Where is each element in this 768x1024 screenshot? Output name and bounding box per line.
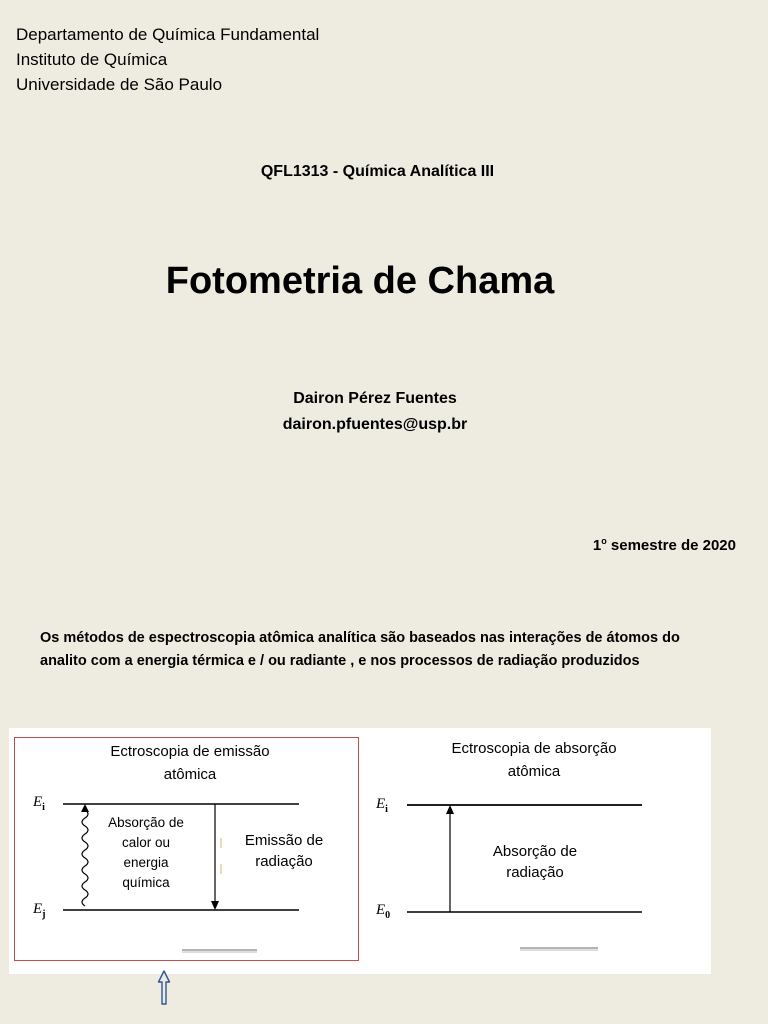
emission-upper-energy-label xyxy=(33,794,45,813)
excitation-label xyxy=(95,813,197,893)
absorption-upper-energy-label xyxy=(376,796,388,815)
emission-label-line: radiação xyxy=(255,853,313,870)
energy-symbol: E xyxy=(376,796,386,812)
intro-paragraph: Os métodos de espectroscopia atômica analítica são baseados nas interações de átomos do analito com a energia térmica e / ou radiante , e nos processos de radiação produzidos xyxy=(40,630,680,669)
absorption-title xyxy=(409,737,659,783)
excitation-label-line: energia xyxy=(123,855,169,870)
semester-number: 1 xyxy=(592,537,602,554)
energy-symbol: E xyxy=(376,902,386,918)
energy-subscript: i xyxy=(385,804,388,815)
department-header xyxy=(16,22,319,97)
energy-subscript: j xyxy=(42,909,46,920)
semester-label xyxy=(593,536,736,554)
author-email[interactable]: dairon.pfuentes@usp.br xyxy=(282,416,468,433)
excitation-label-line: química xyxy=(122,875,170,890)
department-name: Departamento de Química Fundamental xyxy=(16,25,320,44)
semester-ordinal: o xyxy=(601,536,607,546)
emission-title-line1: Ectroscopia de emissão xyxy=(110,743,270,760)
excitation-label-line: calor ou xyxy=(121,835,171,850)
absorption-title-line2: atômica xyxy=(507,763,561,780)
energy-symbol: E xyxy=(33,794,43,810)
energy-level-figure xyxy=(9,728,711,974)
university-name: Universidade de São Paulo xyxy=(16,75,223,94)
absorption-label-line: radiação xyxy=(506,864,564,881)
absorption-lower-energy-label xyxy=(376,902,390,921)
absorption-arrowhead xyxy=(446,805,454,814)
emission-title xyxy=(65,740,315,786)
emission-label xyxy=(231,830,337,872)
semester-text: semestre de 2020 xyxy=(610,537,736,554)
energy-subscript: i xyxy=(42,802,45,813)
excitation-label-line: Absorção de xyxy=(108,815,184,830)
up-arrow-icon xyxy=(156,968,172,1008)
energy-subscript: 0 xyxy=(385,910,391,921)
page-title: Fotometria de Chama xyxy=(165,260,555,302)
author-block xyxy=(0,386,750,438)
course-title: QFL1313 - Química Analítica III xyxy=(260,163,495,180)
author-name: Dairon Pérez Fuentes xyxy=(293,390,457,407)
emission-title-line2: atômica xyxy=(163,766,217,783)
absorption-label xyxy=(479,841,591,883)
emission-label-line: Emissão de xyxy=(244,832,324,849)
institute-name: Instituto de Química xyxy=(16,50,168,69)
energy-symbol: E xyxy=(33,901,43,917)
emission-lower-energy-label xyxy=(33,901,46,920)
absorption-title-line1: Ectroscopia de absorção xyxy=(451,740,617,757)
absorption-label-line: Absorção de xyxy=(492,843,578,860)
